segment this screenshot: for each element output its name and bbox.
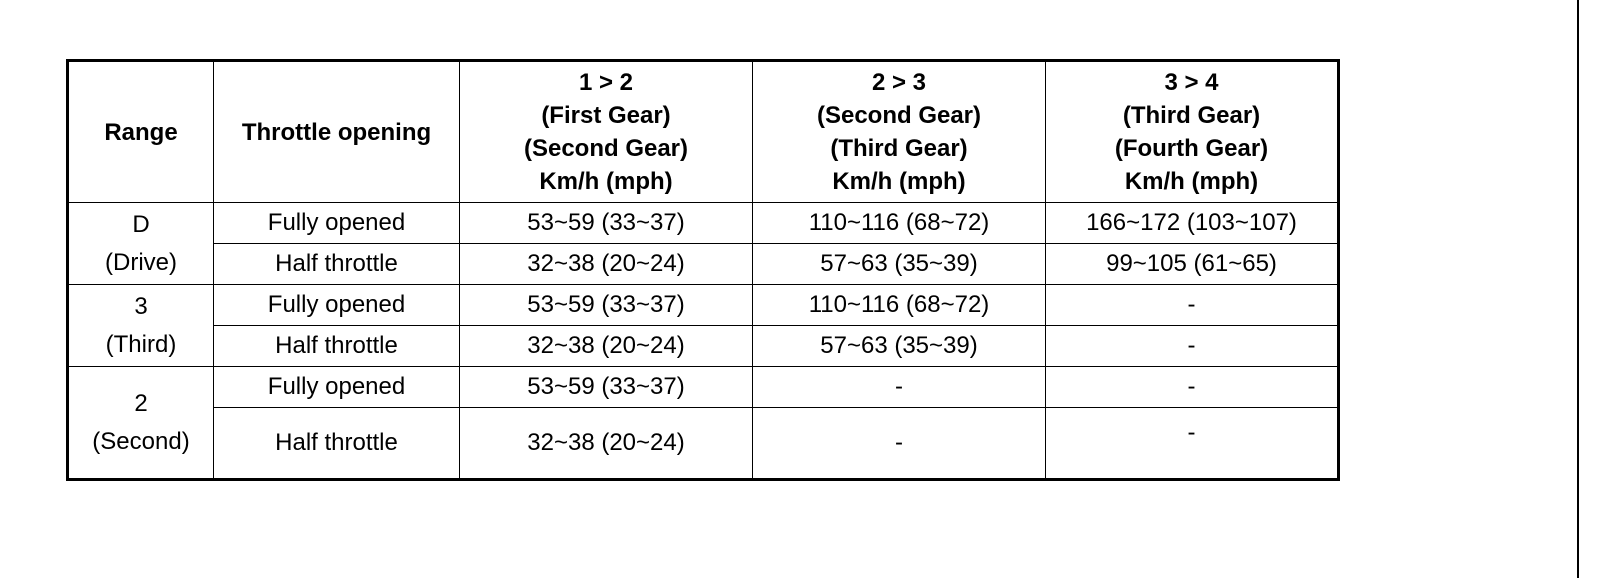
header-shift-1-2	[460, 61, 753, 203]
speed-cell-1-2: 32~38 (20~24)	[460, 244, 753, 285]
table-row	[68, 203, 1339, 244]
header-shift-3-4-line: (Fourth Gear)	[1114, 135, 1269, 162]
header-shift-3-4-line: (Third Gear)	[1122, 102, 1261, 129]
speed-cell-3-4: -	[1046, 285, 1339, 326]
header-shift-2-3-line: (Second Gear)	[816, 102, 982, 129]
header-throttle-opening: Throttle opening	[214, 61, 460, 203]
header-shift-1-2-line: (Second Gear)	[523, 135, 689, 162]
speed-cell-1-2: 53~59 (33~37)	[460, 367, 753, 408]
range-cell-drive	[68, 203, 214, 285]
shift-speed-table	[66, 59, 1340, 481]
speed-cell-2-3: 110~116 (68~72)	[753, 285, 1046, 326]
speed-cell-2-3: 110~116 (68~72)	[753, 203, 1046, 244]
table-row	[68, 285, 1339, 326]
speed-cell-3-4: 166~172 (103~107)	[1046, 203, 1339, 244]
speed-cell-1-2: 53~59 (33~37)	[460, 285, 753, 326]
table-row	[68, 367, 1339, 408]
speed-cell-2-3: 57~63 (35~39)	[753, 326, 1046, 367]
throttle-cell: Fully opened	[214, 203, 460, 244]
header-shift-2-3-line: Km/h (mph)	[832, 168, 966, 195]
header-shift-1-2-line: (First Gear)	[541, 102, 671, 129]
speed-cell-3-4: -	[1046, 326, 1339, 367]
speed-cell-1-2: 53~59 (33~37)	[460, 203, 753, 244]
speed-cell-2-3: 57~63 (35~39)	[753, 244, 1046, 285]
header-shift-1-2-line: Km/h (mph)	[539, 168, 673, 195]
range-cell-second	[68, 367, 214, 480]
range-sublabel: (Drive)	[105, 248, 177, 276]
speed-cell-1-2: 32~38 (20~24)	[460, 326, 753, 367]
shift-speed-table-container	[66, 59, 1340, 481]
range-sublabel: (Second)	[92, 427, 190, 455]
speed-cell-2-3: -	[753, 367, 1046, 408]
range-label: 2	[134, 389, 148, 417]
range-cell-third	[68, 285, 214, 367]
throttle-cell: Fully opened	[214, 285, 460, 326]
speed-cell-3-4: -	[1046, 408, 1339, 480]
table-row	[68, 408, 1339, 480]
table-row	[68, 326, 1339, 367]
throttle-cell: Half throttle	[214, 408, 460, 480]
speed-cell-1-2: 32~38 (20~24)	[460, 408, 753, 480]
header-range: Range	[68, 61, 214, 203]
header-shift-3-4	[1046, 61, 1339, 203]
header-row	[68, 61, 1339, 203]
range-label: D	[132, 210, 150, 238]
header-shift-2-3	[753, 61, 1046, 203]
throttle-cell: Half throttle	[214, 326, 460, 367]
header-shift-3-4-line: 3 > 4	[1164, 69, 1219, 96]
speed-cell-3-4: 99~105 (61~65)	[1046, 244, 1339, 285]
range-label: 3	[134, 292, 148, 320]
header-shift-2-3-line: (Third Gear)	[830, 135, 968, 162]
table-row	[68, 244, 1339, 285]
header-shift-3-4-line: Km/h (mph)	[1124, 168, 1259, 195]
throttle-cell: Half throttle	[214, 244, 460, 285]
range-sublabel: (Third)	[105, 330, 177, 358]
header-shift-1-2-line: 1 > 2	[578, 69, 634, 96]
speed-cell-3-4: -	[1046, 367, 1339, 408]
speed-cell-2-3: -	[753, 408, 1046, 480]
throttle-cell: Fully opened	[214, 367, 460, 408]
header-shift-2-3-line: 2 > 3	[871, 69, 927, 96]
page-edge-line	[1577, 0, 1579, 578]
